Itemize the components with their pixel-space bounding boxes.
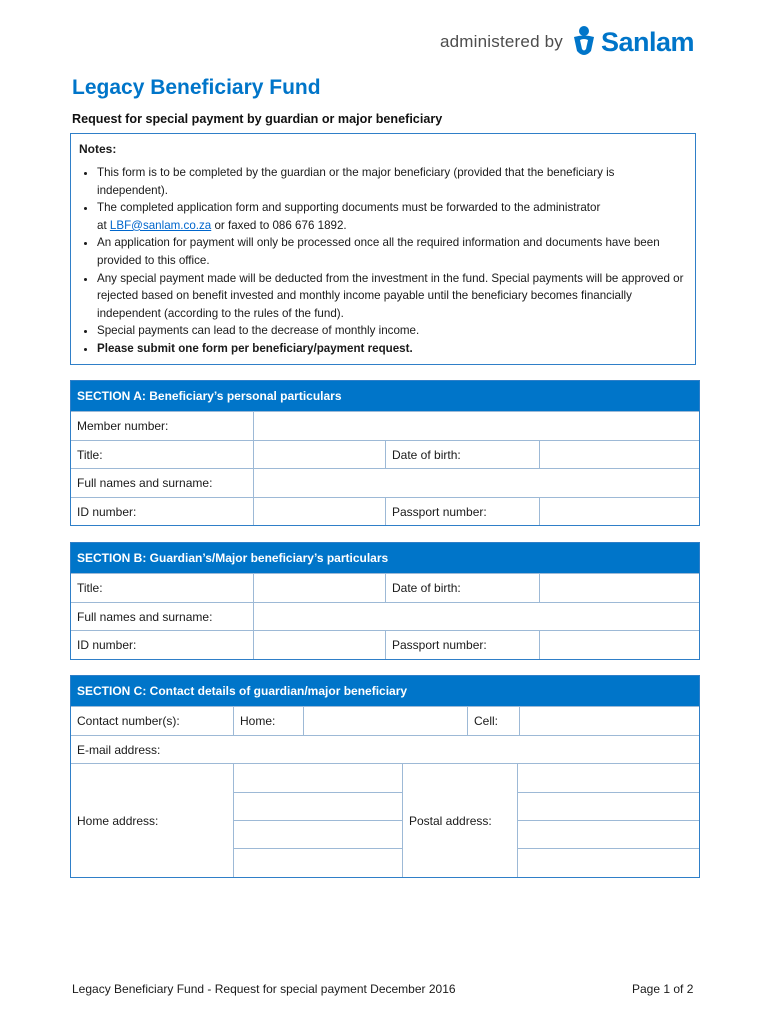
note-item: • An application for payment will only be processed once all the required information and documents have been provided to this office. [97, 234, 687, 269]
note-item [97, 199, 687, 234]
id-passport-row [71, 630, 699, 659]
section-a-heading: SECTION A: Beneficiary’s personal particulars [71, 381, 699, 411]
full-names-label: Full names and surname: [77, 609, 213, 624]
id-number-field[interactable] [253, 498, 385, 526]
id-number-field[interactable] [253, 631, 385, 659]
cell-label: Cell: [467, 707, 519, 735]
title-label: Title: [77, 447, 103, 462]
note-item: • Please submit one form per beneficiary/payment request. [97, 340, 687, 358]
sanlam-logo [440, 22, 694, 62]
email-field[interactable]: E-mail address: [77, 742, 161, 757]
contact-numbers-row [71, 706, 699, 735]
note-item: • Any special payment made will be deducted from the investment in the fund. Special payments will be approved or rejected based on benefit invested and monthly income payable until the beneficiary becomes financially independent (according to the rules of the fund). [97, 270, 687, 323]
home-phone-field[interactable] [303, 707, 467, 735]
title-field[interactable] [253, 441, 385, 469]
grid-line [518, 848, 699, 849]
section-b [70, 542, 700, 660]
title-dob-row [71, 573, 699, 602]
title-label: Title: [77, 581, 103, 595]
home-label: Home: [233, 707, 303, 735]
page-number: Page 1 of 2 [632, 982, 694, 996]
note-text: The completed application form and supporting documents must be forwarded to the administrator [97, 201, 601, 215]
page-subtitle: Request for special payment by guardian or major beneficiary [72, 112, 443, 126]
grid-line [234, 792, 402, 793]
grid-line [234, 820, 402, 821]
id-passport-row [71, 497, 699, 526]
cell-phone-field[interactable] [519, 707, 699, 735]
full-names-row [71, 468, 699, 497]
section-b-heading: SECTION B: Guardian’s/Major beneficiary’s particulars [71, 543, 699, 573]
brand-name: Sanlam [601, 26, 695, 57]
dob-label: Date of birth: [385, 441, 539, 469]
section-c-heading: SECTION C: Contact details of guardian/major beneficiary [71, 676, 699, 706]
grid-line [518, 820, 699, 821]
address-grid [71, 763, 699, 877]
notes-list [79, 164, 687, 358]
email-link[interactable]: LBF@sanlam.co.za [109, 218, 212, 232]
note-text: at [97, 218, 107, 232]
passport-field[interactable] [539, 631, 699, 659]
contact-numbers-label: Contact number(s): [77, 714, 180, 728]
footer-text: Legacy Beneficiary Fund - Request for special payment December 2016 [72, 982, 456, 996]
section-c [70, 675, 700, 878]
note-item: • This form is to be completed by the guardian or the major beneficiary (provided that the beneficiary is independent). [97, 164, 687, 199]
dob-label: Date of birth: [385, 574, 539, 602]
member-number-field[interactable] [253, 412, 699, 440]
note-item: • Special payments can lead to the decrease of monthly income. [97, 322, 687, 340]
id-number-label: ID number: [77, 638, 137, 652]
notes-box [70, 133, 696, 365]
passport-label: Passport number: [385, 498, 539, 526]
administered-by-text: administered by [440, 32, 564, 51]
member-number-row [71, 411, 699, 440]
full-names-label: Full names and surname: [77, 476, 213, 490]
note-text: or faxed to 086 676 1892. [214, 218, 347, 232]
passport-label: Passport number: [385, 631, 539, 659]
title-field[interactable] [253, 574, 385, 602]
email-row [71, 735, 699, 764]
member-number-label: Member number: [77, 419, 169, 433]
page-title: Legacy Beneficiary Fund [72, 76, 321, 99]
full-names-row [71, 602, 699, 631]
home-address-label: Home address: [77, 814, 159, 828]
grid-line [234, 848, 402, 849]
notes-heading: Notes: [79, 142, 117, 156]
sanlam-shield-icon [571, 25, 597, 59]
full-names-field[interactable] [253, 603, 699, 631]
dob-field[interactable] [539, 441, 699, 469]
postal-address-label: Postal address: [409, 814, 492, 828]
title-dob-row [71, 440, 699, 469]
dob-field[interactable] [539, 574, 699, 602]
section-a [70, 380, 700, 526]
passport-field[interactable] [539, 498, 699, 526]
id-number-label: ID number: [77, 504, 137, 519]
full-names-field[interactable] [253, 469, 699, 497]
grid-line [518, 792, 699, 793]
